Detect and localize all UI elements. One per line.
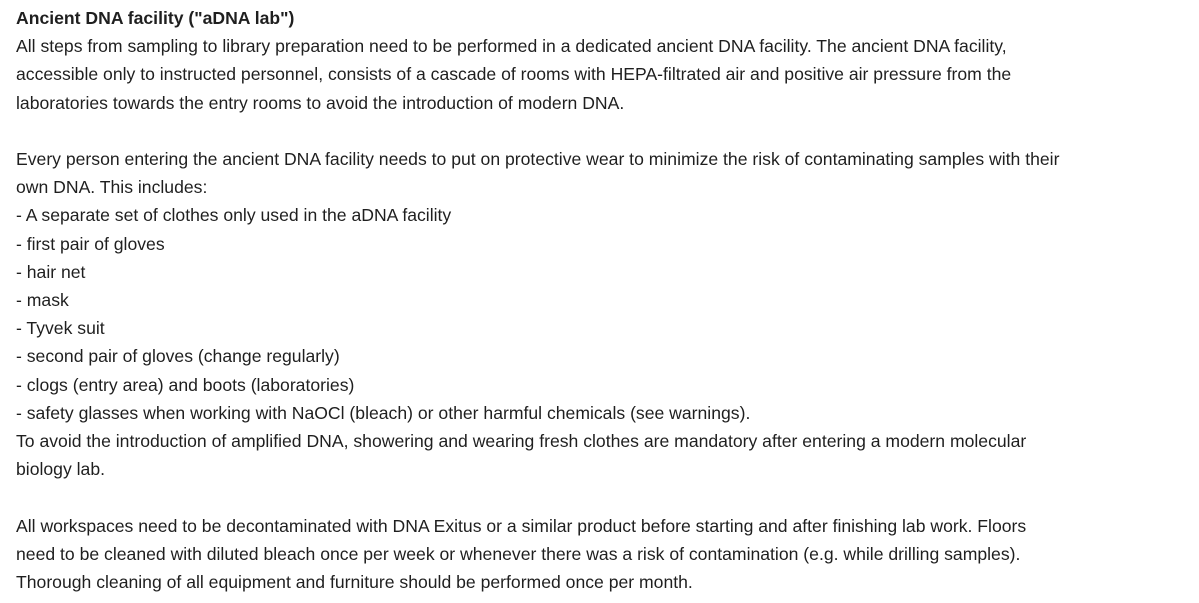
paragraph-spacer (16, 117, 1199, 145)
list-item: - clogs (entry area) and boots (laboratories) (16, 374, 355, 395)
paragraph-line: laboratories towards the entry rooms to avoid the introduction of modern DNA. (16, 92, 625, 113)
paragraph-line: own DNA. This includes: (16, 177, 208, 198)
paragraph-line: Every person entering the ancient DNA facility needs to put on protective wear to minimize the risk of contaminating samples with their (16, 149, 1060, 169)
cleaning-paragraph (16, 512, 1199, 597)
list-item: - A separate set of clothes only used in the aDNA facility (16, 205, 452, 226)
paragraph-line: need to be cleaned with diluted bleach once per week or whenever there was a risk of contamination (e.g. while drilling samples). (16, 543, 1021, 564)
paragraph-line: All steps from sampling to library preparation need to be performed in a dedicated ancient DNA facility. The ancient DNA facility, (16, 36, 1007, 57)
list-item: - first pair of gloves (16, 233, 165, 254)
paragraph-line: accessible only to instructed personnel, consists of a cascade of rooms with HEPA-filtrated air and positive air pressure from the (16, 64, 1012, 85)
section-heading: Ancient DNA facility ("aDNA lab") (16, 8, 295, 28)
paragraph-line: Thorough cleaning of all equipment and furniture should be performed once per month. (16, 572, 693, 593)
amplified-dna-paragraph (16, 427, 1199, 483)
intro-paragraph (16, 32, 1199, 117)
paragraph-line: All workspaces need to be decontaminated with DNA Exitus or a similar product before starting and after finishing lab work. Floors (16, 515, 1027, 536)
document-body (16, 4, 1199, 596)
protective-wear-paragraph (16, 145, 1199, 201)
paragraph-spacer (16, 483, 1199, 511)
list-item: - hair net (16, 261, 86, 282)
list-item: - mask (16, 290, 69, 311)
paragraph-line: biology lab. (16, 459, 106, 480)
list-item: - safety glasses when working with NaOCl (bleach) or other harmful chemicals (see warnings). (16, 402, 751, 423)
list-item: - Tyvek suit (16, 318, 105, 339)
list-item: - second pair of gloves (change regularly) (16, 346, 340, 367)
paragraph-line: To avoid the introduction of amplified DNA, showering and wearing fresh clothes are mandatory after entering a modern molecular (16, 431, 1027, 452)
protective-wear-list (16, 201, 1199, 427)
